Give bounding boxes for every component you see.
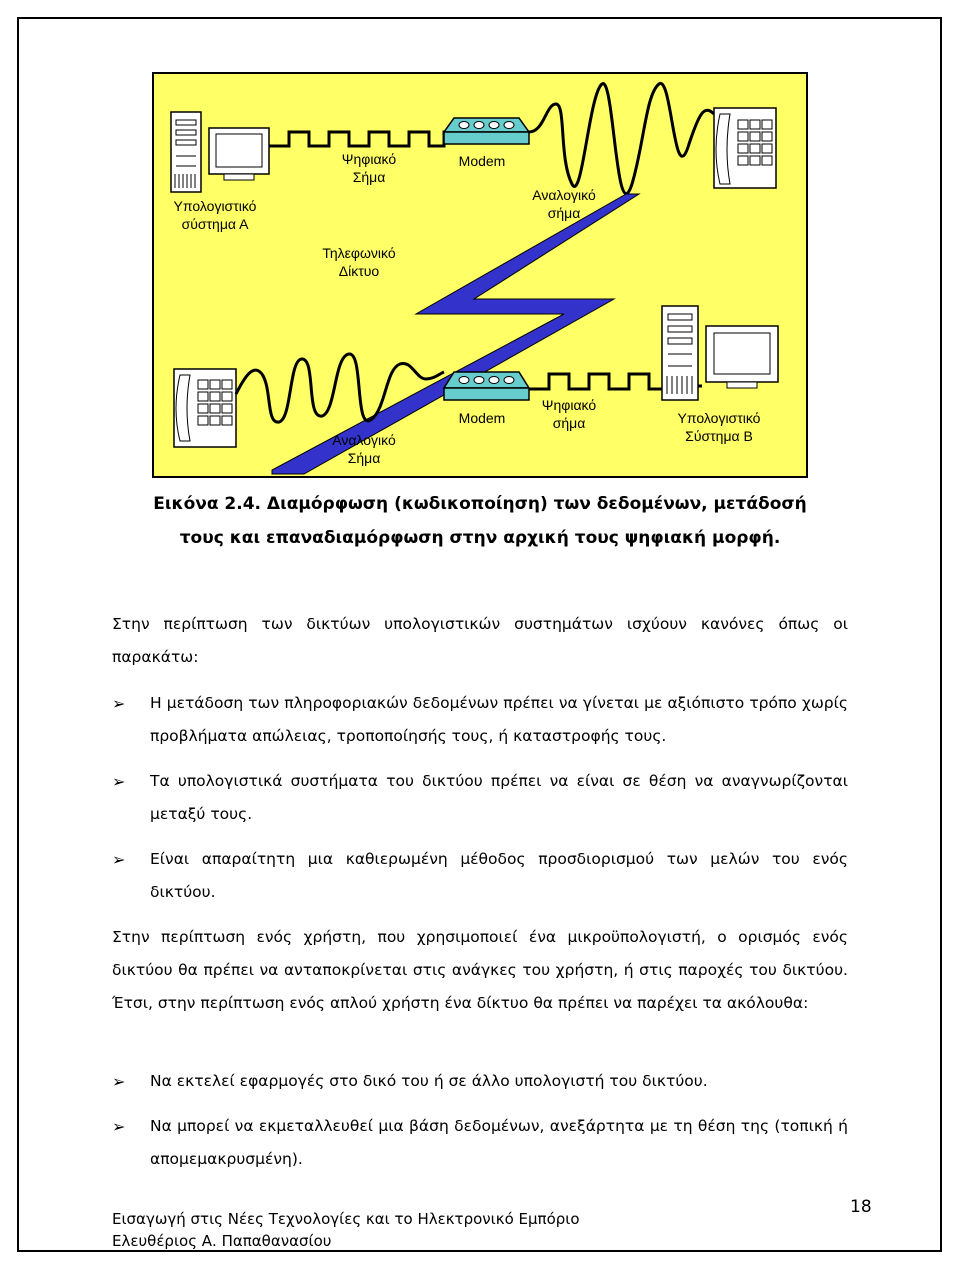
label-computer-a: Υπολογιστικό σύστημα Α [173, 198, 257, 232]
modem-top-icon [444, 118, 529, 144]
label-analog-top: Αναλογικό σήμα [532, 187, 596, 221]
bullet-text: Να μπορεί να εκμεταλλευθεί μια βάση δεδομένων, ανεξάρτητα με τη θέση της (τοπική ή απομεμακρυσμένη). [150, 1117, 848, 1168]
analog-signal-top [529, 83, 714, 193]
computer-a-tower-icon [171, 112, 201, 192]
bullet-text: Η μετάδοση των πληροφοριακών δεδομένων πρέπει να γίνεται με αξιόπιστο τρόπο χωρίς προβλήματα απώλειας, τροποποίησής τους, ή καταστροφής τους. [150, 694, 848, 745]
computer-a-monitor-icon [209, 128, 269, 180]
bullet-text: Είναι απαραίτητη μια καθιερωμένη μέθοδος προσδιορισμού των μελών του ενός δικτύου. [150, 850, 848, 901]
bullet-text: Να εκτελεί εφαρμογές στο δικό του ή σε άλλο υπολογιστή του δικτύου. [150, 1072, 708, 1090]
label-modem-top: Modem [458, 153, 506, 169]
digital-signal-top [269, 128, 454, 146]
arrow-bullet-icon: ➢ [112, 694, 126, 713]
label-computer-b: Υπολογιστικό Σύστημα Β [677, 410, 761, 444]
page-footer [112, 1208, 580, 1252]
paragraph-2: Στην περίπτωση ενός χρήστη, που χρησιμοποιεί ένα μικροϋπολογιστή, ο ορισμός ενός δικτύου θα πρέπει να ανταποκρίνεται στις ανάγκες του χρήστη, ή στις παροχές του δικτύου. Έτσι, στην περίπτωση ενός απλού χρήστη ένα δίκτυο θα πρέπει να παρέχει τα ακόλουθα: [112, 928, 848, 1012]
footer-title: Εισαγωγή στις Νέες Τεχνολογίες και το Ηλεκτρονικό Εμπόριο [112, 1210, 580, 1228]
arrow-bullet-icon: ➢ [112, 1072, 126, 1091]
label-digital-top: Ψηφιακό Σήμα [341, 151, 397, 185]
intro-paragraph: Στην περίπτωση των δικτύων υπολογιστικών συστημάτων ισχύουν κανόνες όπως οι παρακάτω: [112, 615, 848, 666]
footer-author: Ελευθέριος Α. Παπαθανασίου [112, 1232, 332, 1250]
label-phone-network: Τηλεφωνικό Δίκτυο [322, 245, 396, 279]
arrow-bullet-icon: ➢ [112, 850, 126, 869]
caption-line-2: τους και επαναδιαμόρφωση στην αρχική τους ψηφιακή μορφή. [179, 528, 781, 548]
arrow-bullet-icon: ➢ [112, 1117, 126, 1136]
page-number: 18 [850, 1197, 872, 1217]
label-digital-bottom: Ψηφιακό σήμα [541, 397, 597, 431]
telephone-top-icon [714, 108, 776, 188]
figure-caption [0, 487, 960, 555]
modem-bottom-icon [444, 372, 529, 400]
computer-b-tower-icon [662, 306, 698, 400]
bullet-text: Τα υπολογιστικά συστήματα του δικτύου πρέπει να είναι σε θέση να αναγνωρίζονται μεταξύ τους. [150, 772, 848, 823]
label-analog-bottom: Αναλογικό Σήμα [332, 432, 396, 466]
arrow-bullet-icon: ➢ [112, 772, 126, 791]
telephone-bottom-icon [174, 369, 236, 447]
label-modem-bottom: Modem [458, 410, 506, 426]
computer-b-monitor-icon [706, 326, 778, 388]
modem-diagram [152, 72, 808, 478]
caption-line-1: Εικόνα 2.4. Διαμόρφωση (κωδικοποίηση) των δεδομένων, μετάδοσή [153, 494, 807, 514]
